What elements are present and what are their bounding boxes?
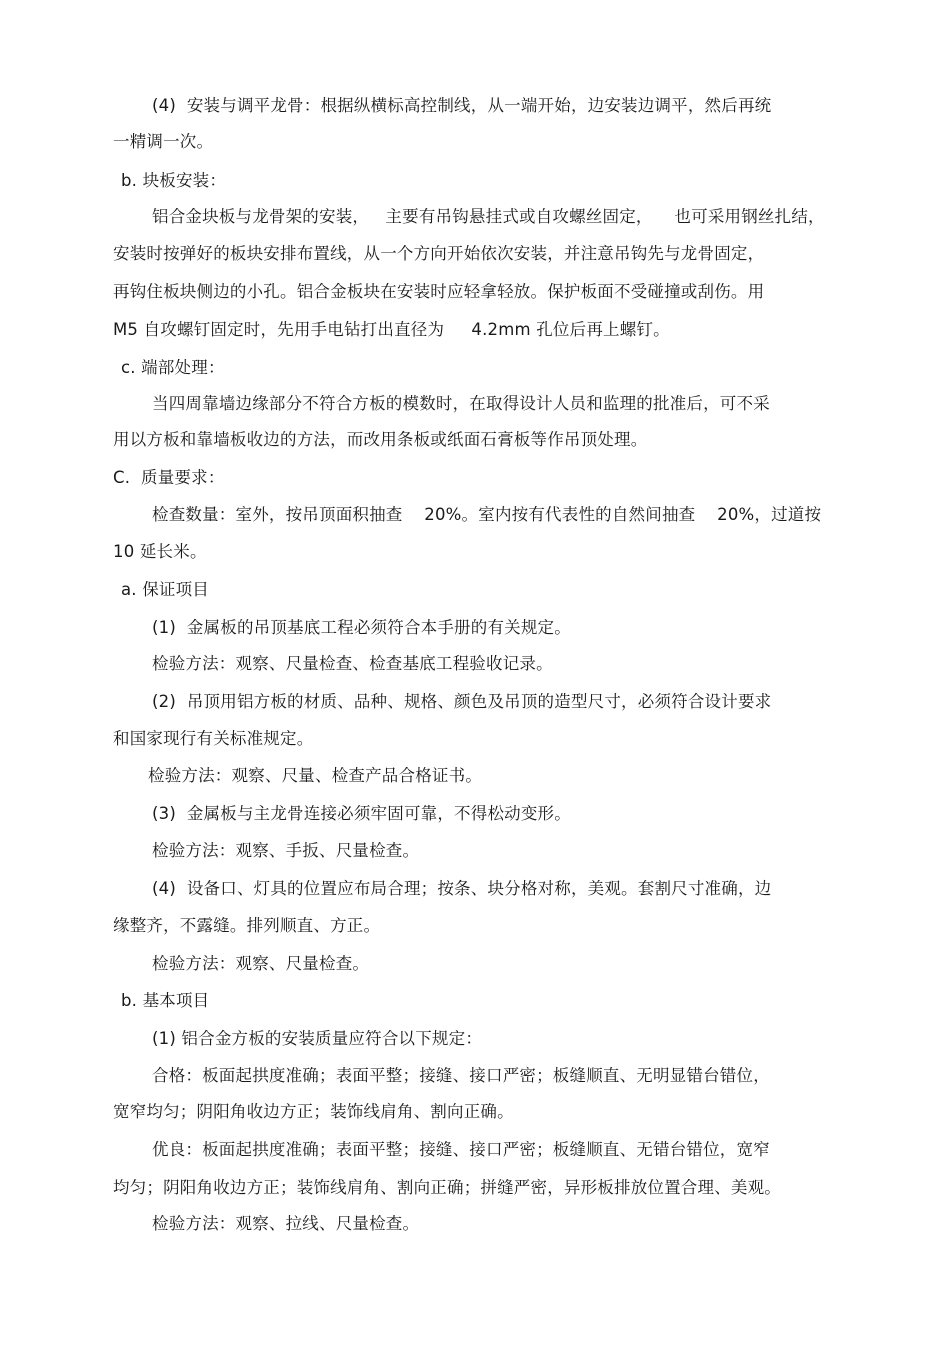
section-heading: b. 基本项目: [121, 991, 210, 1010]
paragraph-line: 均匀；阴阳角收边方正；装饰线肩角、割向正确；拼缝严密，异形板排放位置合理、美观。: [113, 1178, 781, 1197]
paragraph-line: (4) 安装与调平龙骨：根据纵横标高控制线，从一端开始，边安装边调平，然后再统: [152, 96, 772, 115]
paragraph-line: 检验方法：观察、尺量检查。: [152, 954, 370, 973]
paragraph-line: 检验方法：观察、手扳、尺量检查。: [152, 841, 420, 860]
paragraph-line: 和国家现行有关标准规定。: [113, 729, 314, 748]
paragraph-line: 优良：板面起拱度准确；表面平整；接缝、接口严密；板缝顺直、无错台错位，宽窄: [152, 1140, 770, 1159]
paragraph-line: 用以方板和靠墙板收边的方法，而改用条板或纸面石膏板等作吊顶处理。: [113, 430, 648, 449]
list-item: (3) 金属板与主龙骨连接必须牢固可靠，不得松动变形。: [152, 804, 571, 823]
section-heading: C. 质量要求：: [113, 468, 225, 487]
list-item: (1) 铝合金方板的安装质量应符合以下规定：: [152, 1029, 483, 1048]
paragraph-line: M5 自攻螺钉固定时，先用手电钻打出直径为 4.2mm 孔位后再上螺钉。: [113, 320, 670, 339]
paragraph-line: 铝合金块板与龙骨架的安装， 主要有吊钩悬挂式或自攻螺丝固定， 也可采用钢丝扎结，: [152, 207, 825, 226]
paragraph-line: 当四周靠墙边缘部分不符合方板的模数时，在取得设计人员和监理的批准后，可不采: [152, 394, 770, 413]
paragraph-line: 缘整齐，不露缝。排列顺直、方正。: [113, 916, 381, 935]
list-item: (1) 金属板的吊顶基底工程必须符合本手册的有关规定。: [152, 618, 571, 637]
section-heading: c. 端部处理：: [121, 358, 225, 377]
list-item: (4) 设备口、灯具的位置应布局合理；按条、块分格对称，美观。套割尺寸准确，边: [152, 879, 772, 898]
section-heading: b. 块板安装：: [121, 171, 227, 190]
section-heading: a. 保证项目: [121, 580, 210, 599]
paragraph-line: 检验方法：观察、拉线、尺量检查。: [152, 1214, 420, 1233]
paragraph-line: 检验方法：观察、尺量检查、检查基底工程验收记录。: [152, 654, 553, 673]
list-item: (2) 吊顶用铝方板的材质、品种、规格、颜色及吊顶的造型尺寸，必须符合设计要求: [152, 692, 772, 711]
paragraph-line: 10 延长米。: [113, 542, 207, 561]
paragraph-line: 安装时按弹好的板块安排布置线，从一个方向开始依次安装，并注意吊钩先与龙骨固定，: [113, 244, 765, 263]
paragraph-line: 宽窄均匀；阴阳角收边方正；装饰线肩角、割向正确。: [113, 1102, 514, 1121]
paragraph-line: 再钩住板块侧边的小孔。铝合金板块在安装时应轻拿轻放。保护板面不受碰撞或刮伤。用: [113, 282, 765, 301]
paragraph-line: 检验方法：观察、尺量、检查产品合格证书。: [148, 766, 482, 785]
paragraph-line: 检查数量：室外，按吊顶面积抽查 20%。室内按有代表性的自然间抽查 20%，过道按: [152, 505, 822, 524]
paragraph-line: 合格：板面起拱度准确；表面平整；接缝、接口严密；板缝顺直、无明显错台错位，: [152, 1066, 770, 1085]
paragraph-line: 一精调一次。: [113, 132, 214, 151]
